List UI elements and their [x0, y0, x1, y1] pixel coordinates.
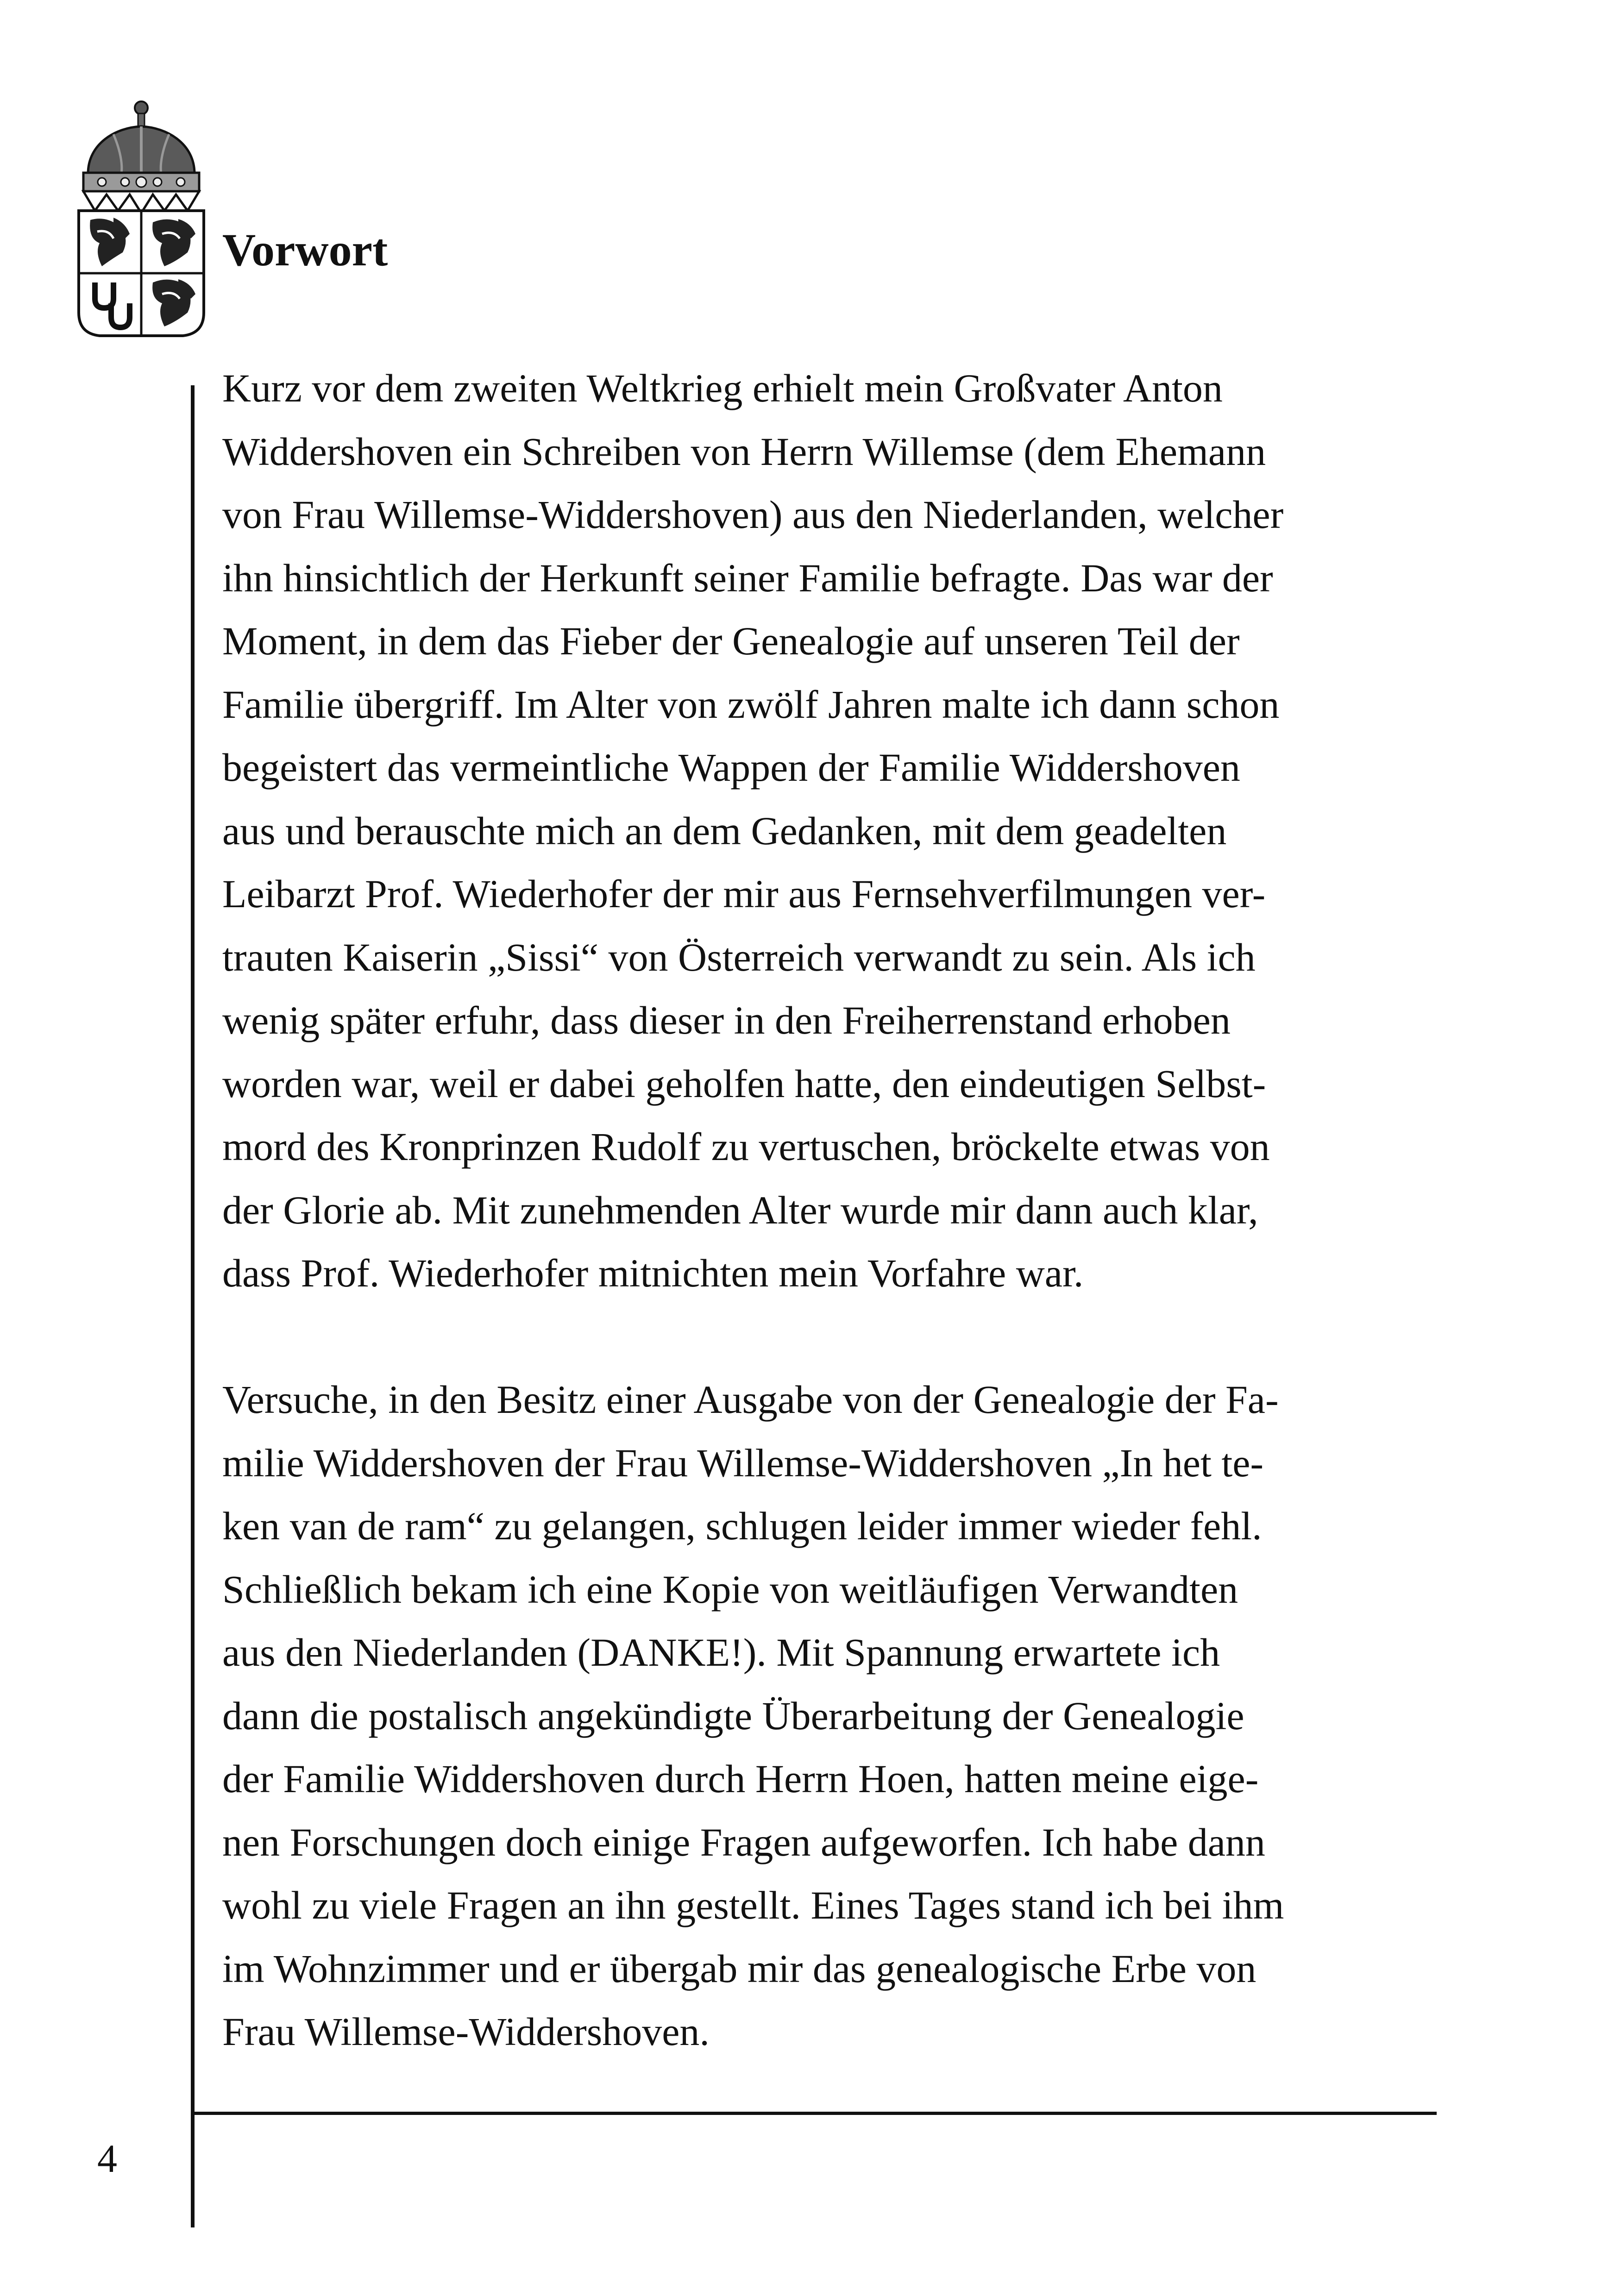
text-line: trauten Kaiserin „Sissi“ von Österreich verwandt zu sein. Als ich: [222, 935, 1256, 979]
text-line: der Glorie ab. Mit zunehmenden Alter wurde mir dann auch klar,: [222, 1187, 1258, 1232]
page-title: Vorwort: [222, 224, 388, 276]
text-line: von Frau Willemse-Widdershoven) aus den Niederlanden, welcher: [222, 492, 1284, 537]
text-line: Leibarzt Prof. Wiederhofer der mir aus Fernsehverfilmungen ver-: [222, 872, 1266, 916]
margin-rule-vertical: [191, 385, 195, 2227]
text-line: im Wohnzimmer und er übergab mir das genealogische Erbe von: [222, 1946, 1257, 1991]
text-line: Widdershoven ein Schreiben von Herrn Willemse (dem Ehemann: [222, 429, 1266, 474]
page-number: 4: [97, 2136, 117, 2181]
text-line: aus und berauschte mich an dem Gedanken, mit dem geadelten: [222, 808, 1227, 853]
text-line: dann die postalisch angekündigte Überarbeitung der Genealogie: [222, 1693, 1244, 1738]
text-line: Familie übergriff. Im Alter von zwölf Jahren malte ich dann schon: [222, 682, 1280, 727]
paragraph-spacer: [222, 1305, 1426, 1368]
text-line: Frau Willemse-Widdershoven.: [222, 2009, 710, 2054]
paragraph-1: [222, 357, 1426, 1305]
text-line: Moment, in dem das Fieber der Genealogie auf unseren Teil der: [222, 619, 1240, 663]
paragraph-2: [222, 1368, 1426, 2064]
shield-icon: [79, 211, 204, 336]
text-line: begeistert das vermeintliche Wappen der Familie Widdershoven: [222, 745, 1240, 790]
text-line: milie Widdershoven der Frau Willemse-Widdershoven „In het te-: [222, 1440, 1264, 1485]
text-line: aus den Niederlanden (DANKE!). Mit Spannung erwartete ich: [222, 1630, 1220, 1675]
footer-rule: [191, 2112, 1437, 2115]
crown-icon: [83, 101, 199, 213]
text-line: Versuche, in den Besitz einer Ausgabe von der Genealogie der Fa-: [222, 1377, 1279, 1422]
text-line: nen Forschungen doch einige Fragen aufgeworfen. Ich habe dann: [222, 1819, 1265, 1864]
text-line: worden war, weil er dabei geholfen hatte, den eindeutigen Selbst-: [222, 1061, 1266, 1106]
text-line: wohl zu viele Fragen an ihn gestellt. Eines Tages stand ich bei ihm: [222, 1883, 1284, 1927]
text-line: ken van de ram“ zu gelangen, schlugen leider immer wieder fehl.: [222, 1504, 1262, 1548]
text-line: der Familie Widdershoven durch Herrn Hoen, hatten meine eige-: [222, 1757, 1259, 1801]
text-line: wenig später erfuhr, dass dieser in den Freiherrenstand erhoben: [222, 998, 1231, 1042]
coat-of-arms-icon: [69, 100, 213, 340]
text-line: Kurz vor dem zweiten Weltkrieg erhielt mein Großvater Anton: [222, 366, 1223, 410]
text-line: mord des Kronprinzen Rudolf zu vertuschen, bröckelte etwas von: [222, 1124, 1270, 1169]
text-line: dass Prof. Wiederhofer mitnichten mein Vorfahre war.: [222, 1251, 1084, 1295]
text-line: Schließlich bekam ich eine Kopie von weitläufigen Verwandten: [222, 1567, 1238, 1612]
text-line: ihn hinsichtlich der Herkunft seiner Familie befragte. Das war der: [222, 555, 1273, 600]
body-text: [222, 357, 1426, 2064]
